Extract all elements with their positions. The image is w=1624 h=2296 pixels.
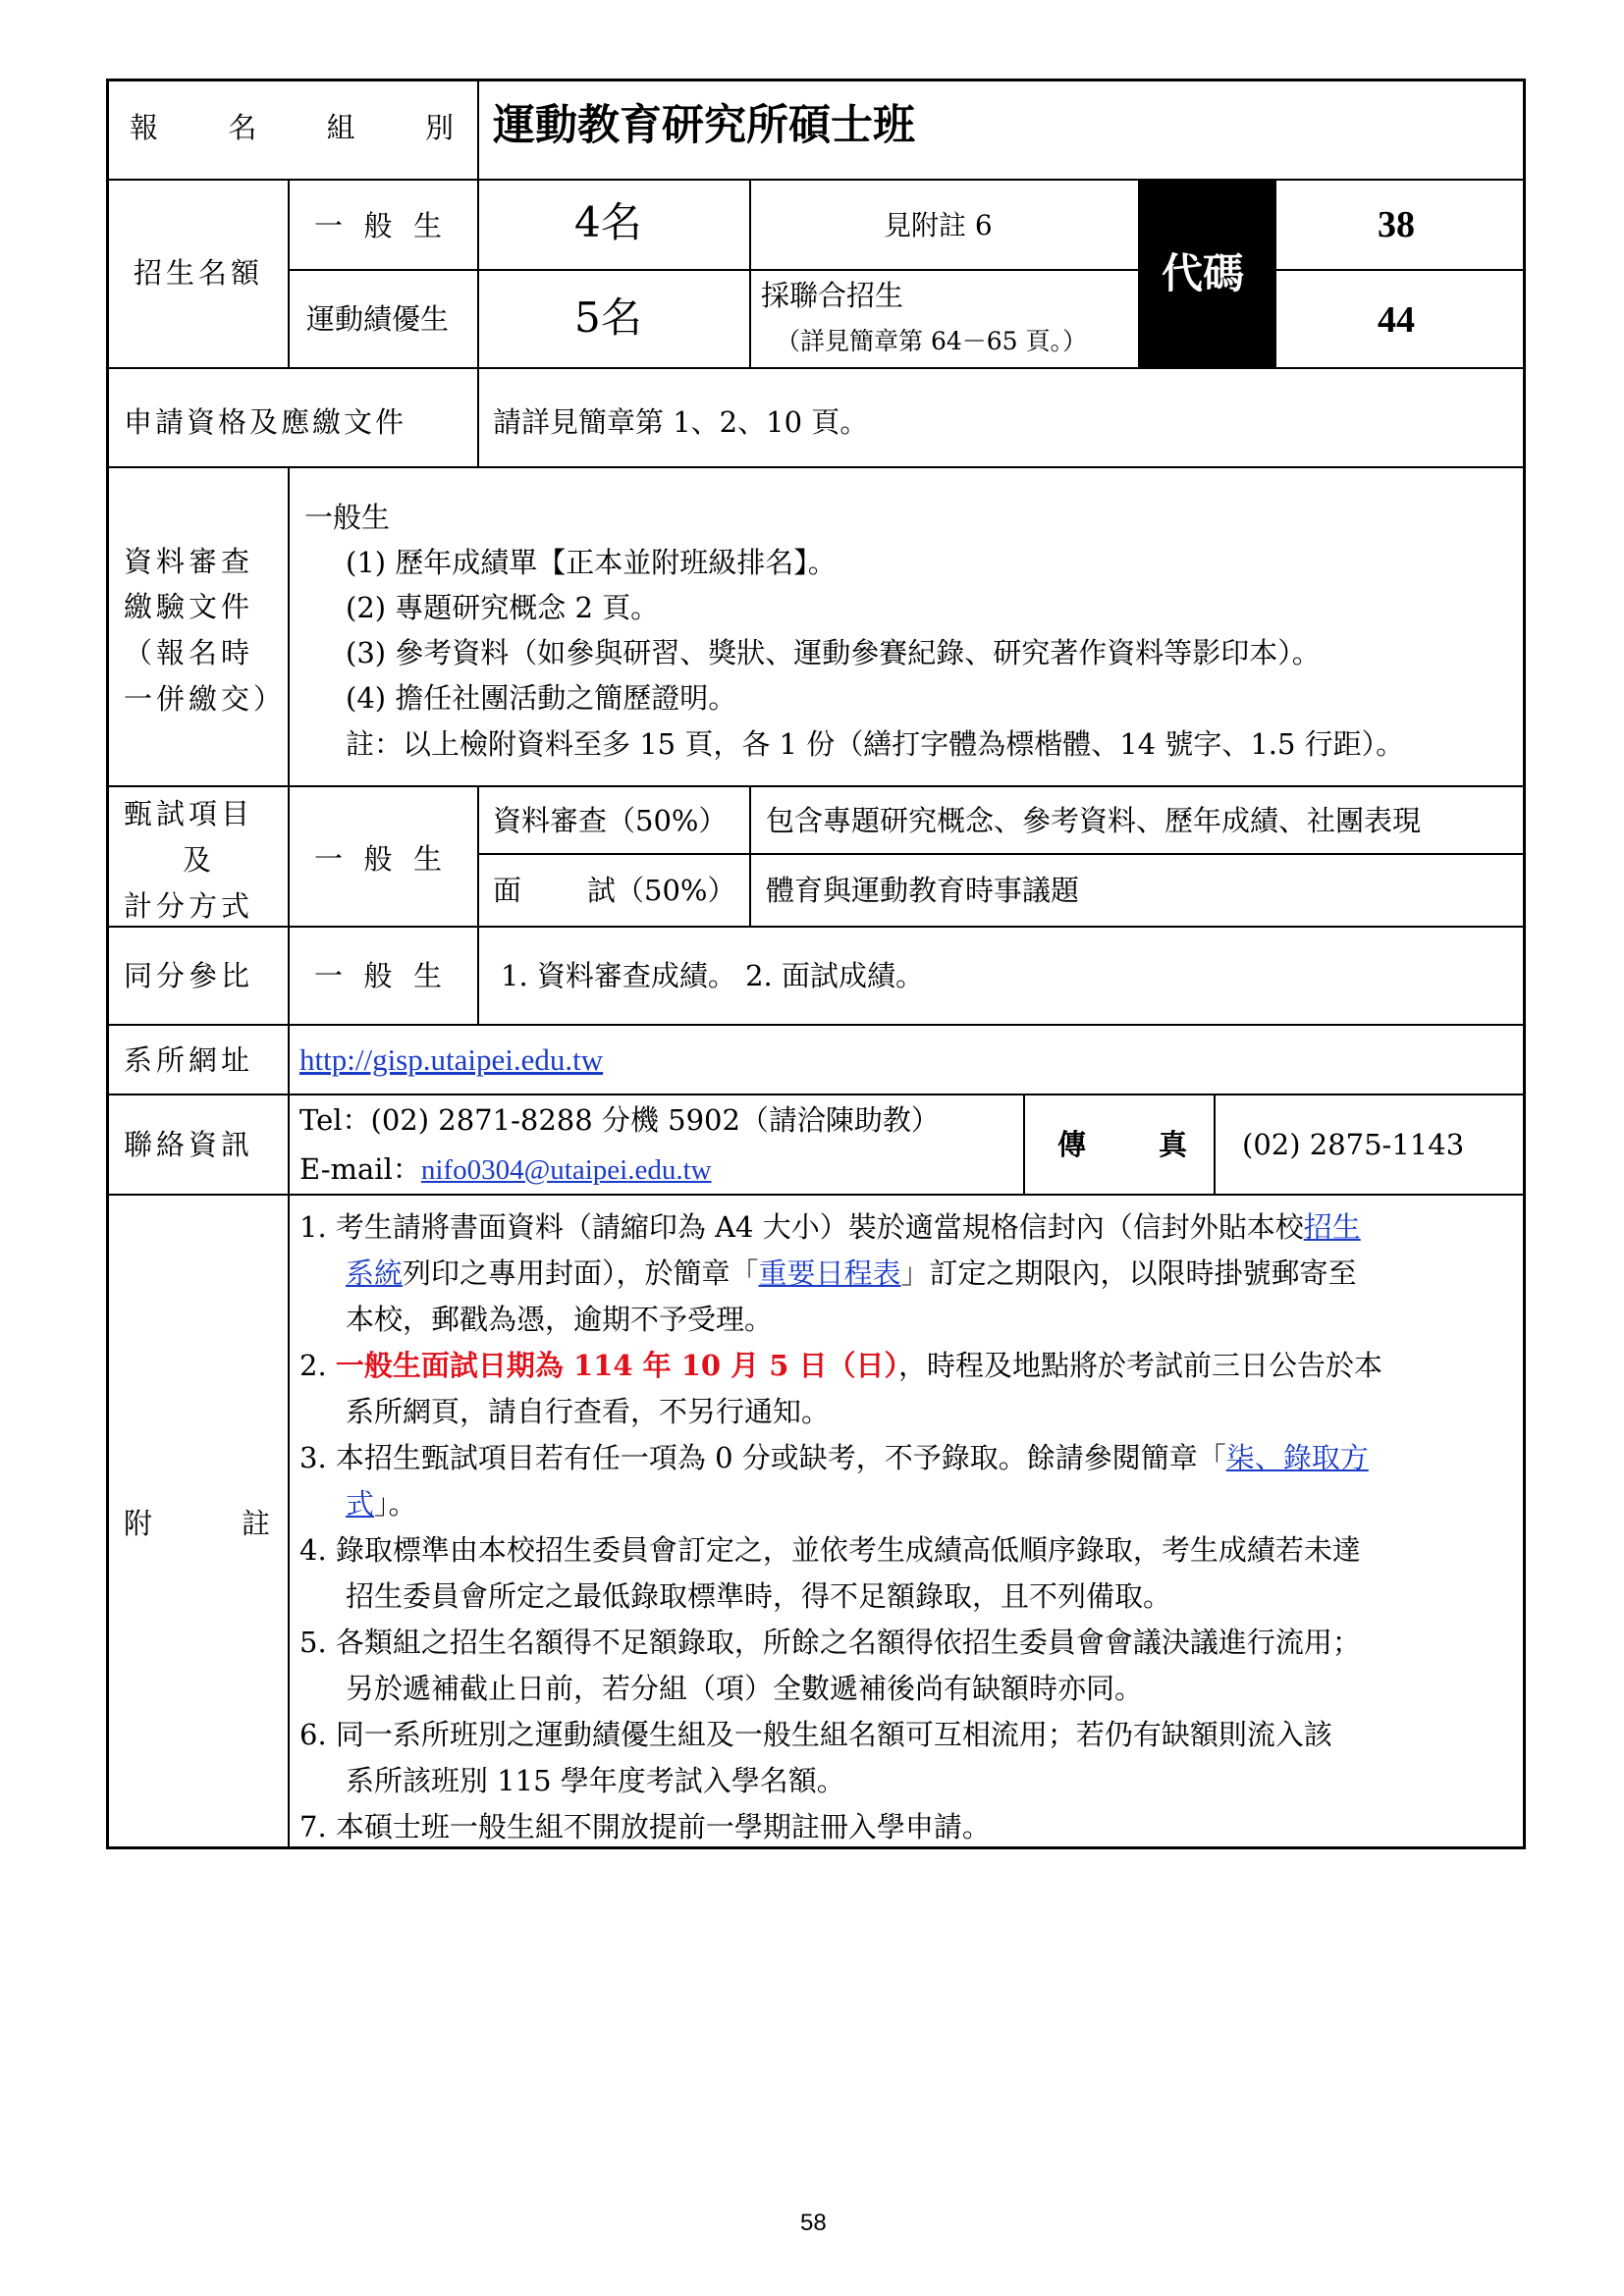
note-1-line-2 — [346, 1256, 1357, 1290]
quota-general-label: 一 般 生 — [314, 209, 442, 242]
note-4-line-1: 4. 錄取標準由本校招生委員會訂定之，並依考生成績高低順序錄取，考生成績若未達 — [299, 1533, 1361, 1567]
contact-tel: Tel：(02) 2871-8288 分機 5902（請洽陳助教） — [299, 1103, 940, 1137]
fax-label-2: 真 — [1159, 1128, 1188, 1161]
qualification-label: 申請資格及應繳文件 — [124, 405, 407, 439]
note-7-line-1: 7. 本碩士班一般生組不開放提前一學期註冊入學申請。 — [299, 1810, 991, 1843]
notes-label: 附 — [124, 1507, 153, 1540]
note-1-line-1 — [299, 1210, 1361, 1244]
quota-general-count: 4名 — [574, 198, 642, 246]
documents-label-line: （報名時 — [124, 636, 254, 669]
exam-label-line: 及 — [183, 843, 212, 877]
note-4-line-2: 招生委員會所定之最低錄取標準時，得不足額錄取，且不列備取。 — [346, 1579, 1172, 1613]
documents-item: (2) 專題研究概念 2 頁。 — [346, 591, 660, 624]
quota-label: 招生名額 — [134, 256, 264, 290]
documents-label-line: 繳驗文件 — [124, 590, 254, 623]
admission-method-link[interactable]: 柒、錄取方 — [1225, 1441, 1369, 1474]
tie-group: 一 般 生 — [314, 959, 442, 992]
note-2-line-2: 系所網頁，請自行查看，不另行通知。 — [346, 1395, 831, 1428]
exam-review-label: 資料審查（50%） — [493, 804, 728, 837]
documents-item: (3) 參考資料（如參與研習、獎狀、運動參賽紀錄、研究著作資料等影印本）。 — [346, 636, 1321, 669]
note-5-line-1: 5. 各類組之招生名額得不足額錄取，所餘之名額得依招生委員會會議決議進行流用； — [299, 1626, 1361, 1659]
note-6-line-1: 6. 同一系所班別之運動績優生組及一般生組名額可互相流用；若仍有缺額則流入該 — [299, 1718, 1332, 1751]
exam-interview-label: 面 — [493, 874, 522, 907]
note-6-line-2: 系所該班別 115 學年度考試入學名額。 — [346, 1764, 845, 1797]
note-text: 」訂定之期限內，以限時掛號郵寄至 — [900, 1256, 1357, 1290]
documents-heading: 一般生 — [304, 501, 391, 534]
quota-general-note: 見附註 6 — [884, 209, 993, 241]
exam-interview-label-2: 試（50%） — [587, 874, 736, 907]
note-1-line-3: 本校，郵戳為憑，逾期不予受理。 — [346, 1303, 774, 1336]
page-number: 58 — [800, 2210, 827, 2236]
group-label: 報 名 組 別 — [130, 111, 454, 144]
exam-group: 一 般 生 — [314, 842, 442, 876]
quota-sports-note-detail: （詳見簡章第 64－65 頁。） — [776, 327, 1088, 355]
note-text: ，時程及地點將於考試前三日公告於本 — [898, 1349, 1383, 1382]
fax-label: 傳 — [1057, 1128, 1087, 1161]
exam-review-desc: 包含專題研究概念、參考資料、歷年成績、社團表現 — [766, 804, 1422, 837]
note-3-line-2 — [346, 1487, 417, 1521]
notes-label-2: 註 — [242, 1507, 271, 1540]
note-3-line-1 — [299, 1441, 1369, 1474]
note-text: 列印之專用封面），於簡章「 — [403, 1256, 759, 1290]
website-link[interactable]: http://gisp.utaipei.edu.tw — [299, 1042, 604, 1077]
note-text: 3. 本招生甄試項目若有任一項為 0 分或缺考，不予錄取。餘請參閱簡章「 — [299, 1441, 1226, 1474]
documents-label-line: 資料審查 — [124, 545, 254, 578]
exam-label-line: 甄試項目 — [124, 797, 254, 830]
general-code: 38 — [1378, 204, 1415, 245]
tie-label: 同分參比 — [124, 959, 254, 992]
tie-value: 1. 資料審查成績。 2. 面試成績。 — [501, 959, 924, 992]
quota-sports-label: 運動績優生 — [306, 302, 450, 336]
qualification-value: 請詳見簡章第 1、2、10 頁。 — [493, 405, 869, 439]
quota-sports-note: 採聯合招生 — [761, 279, 904, 312]
sports-code: 44 — [1378, 299, 1415, 341]
fax-value: (02) 2875-1143 — [1242, 1128, 1465, 1161]
documents-item: (1) 歷年成績單【正本並附班級排名】。 — [346, 546, 837, 579]
code-label: 代碼 — [1162, 249, 1245, 297]
contact-label: 聯絡資訊 — [124, 1128, 254, 1161]
admission-method-link-cont[interactable]: 式 — [346, 1487, 375, 1521]
group-title: 運動教育研究所碩士班 — [493, 101, 915, 150]
schedule-link[interactable]: 重要日程表 — [758, 1256, 901, 1290]
admission-system-link[interactable]: 招生 — [1303, 1210, 1361, 1244]
admission-system-link-cont[interactable]: 系統 — [346, 1256, 404, 1290]
contact-email-link[interactable]: nifo0304@utaipei.edu.tw — [420, 1154, 712, 1186]
exam-interview-desc: 體育與運動教育時事議題 — [766, 874, 1080, 907]
note-text: 」。 — [374, 1487, 417, 1521]
documents-label-line: 一併繳交） — [124, 682, 287, 716]
website-label: 系所網址 — [124, 1043, 254, 1077]
contact-email-row — [299, 1152, 712, 1186]
interview-date: 一般生面試日期為 114 年 10 月 5 日（日） — [335, 1349, 899, 1382]
note-text: 1. 考生請將書面資料（請縮印為 A4 大小）裝於適當規格信封內（信封外貼本校 — [299, 1210, 1304, 1244]
documents-item: (4) 擔任社團活動之簡歷證明。 — [346, 681, 737, 715]
exam-label-line: 計分方式 — [124, 889, 254, 923]
quota-sports-count: 5名 — [574, 294, 642, 342]
note-5-line-2: 另於遞補截止日前，若分組（項）全數遞補後尚有缺額時亦同。 — [346, 1672, 1144, 1705]
contact-email-prefix: E-mail： — [299, 1152, 421, 1186]
note-2-line-1 — [299, 1349, 1383, 1382]
documents-note: 註：以上檢附資料至多 15 頁，各 1 份（繕打字體為標楷體、14 號字、1.5 行距）。 — [346, 727, 1405, 761]
note-text: 2. — [299, 1349, 336, 1382]
